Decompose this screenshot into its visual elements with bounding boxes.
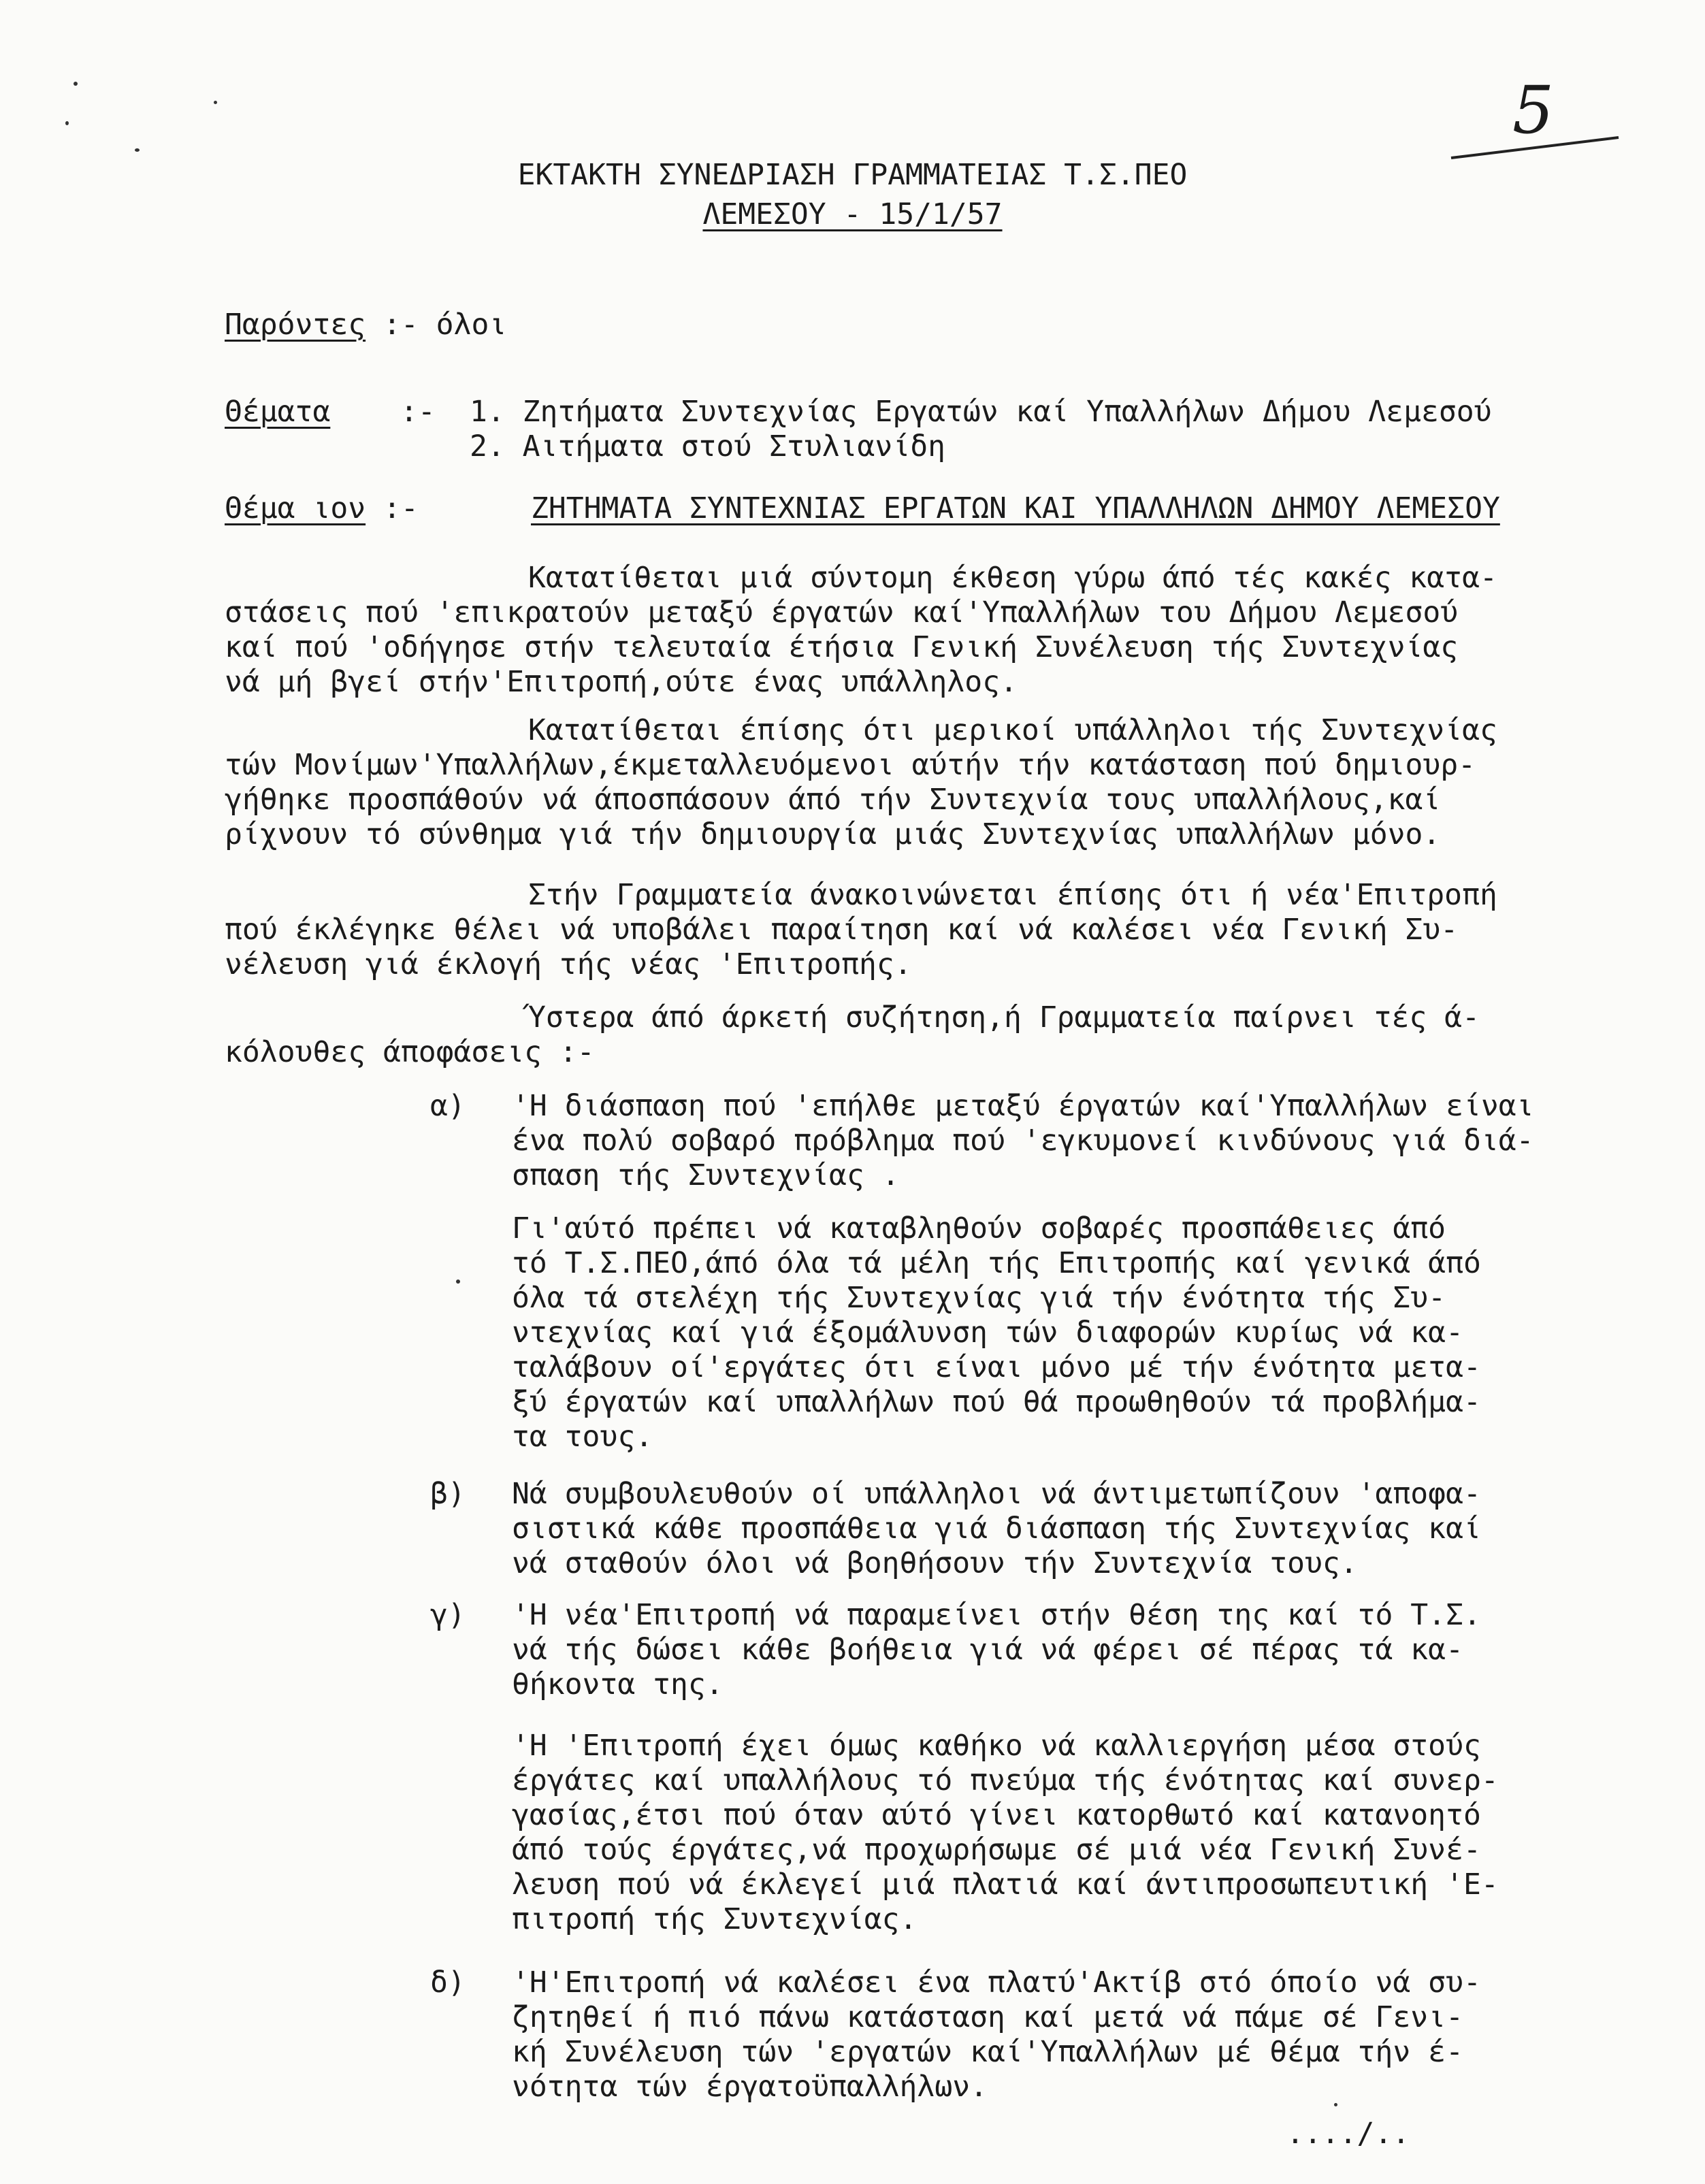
subjects-list	[470, 395, 1492, 464]
paragraph-line: Κατατίθεται έπίσης ότι μερικοί υπάλληλοι τής Συντεχνίας	[528, 713, 1497, 747]
paragraph-line: τών Μονίμων'Υπαλλήλων,έκμεταλλευόμενοι αύτήν τήν κατάσταση πού δημιουρ-	[225, 748, 1476, 782]
subject-item: 1. Ζητήματα Συντεχνίας Εργατών καί Υπαλλήλων Δήμου Λεμεσού	[470, 395, 1492, 429]
scan-speck	[456, 1280, 460, 1284]
paragraph-line: κόλουθες άποφάσεις :-	[225, 1035, 595, 1069]
present-row	[225, 308, 506, 342]
decision-line: γασίας,έτσι πού όταν αύτό γίνει κατορθωτό καί κατανοητό	[512, 1798, 1481, 1832]
paragraph	[225, 878, 1497, 982]
subjects-separator: :-	[400, 395, 436, 429]
document-title-line2-text: ΛΕΜΕΣΟΥ - 15/1/57	[702, 197, 1003, 231]
paragraph-line: ρίχνουν τό σύνθημα γιά τήν δημιουργία μιάς Συντεχνίας υπαλλήλων μόνο.	[225, 817, 1441, 851]
decision-line: νά σταθούν όλοι νά βοηθήσουν τήν Συντεχνία τους.	[512, 1546, 1358, 1580]
subjects-label: Θέματα	[225, 395, 331, 429]
decision-text	[512, 1966, 1481, 2104]
decision-line: ένα πολύ σοβαρό πρόβλημα πού 'εγκυμονεί κινδύνους γιά διά-	[512, 1124, 1534, 1158]
subject-item: 2. Αιτήματα στού Στυλιανίδη	[470, 429, 945, 463]
paragraph	[225, 561, 1497, 700]
paragraph-line: νά μή βγεί στήν'Επιτροπή,ούτε ένας υπάλληλος.	[225, 665, 1018, 699]
first-subject-separator: :-	[383, 491, 419, 525]
present-separator: :-	[383, 308, 419, 342]
scan-speck	[65, 121, 69, 125]
paragraph-line: Στήν Γραμματεία άνακοινώνεται έπίσης ότι ή νέα'Επιτροπή	[528, 878, 1497, 912]
decision-text	[512, 1729, 1499, 1937]
paragraph-line: πού έκλέγηκε θέλει νά υποβάλει παραίτηση καί νά καλέσει νέα Γενική Συ-	[225, 913, 1459, 947]
first-subject-heading: ΖΗΤΗΜΑΤΑ ΣΥΝΤΕΧΝΙΑΣ ΕΡΓΑΤΩΝ ΚΑΙ ΥΠΑΛΛΗΛΩΝ ΔΗΜΟΥ ΛΕΜΕΣΟΥ	[531, 491, 1500, 525]
decision-line: νά τής δώσει κάθε βοήθεια γιά νά φέρει σέ πέρας τά κα-	[512, 1633, 1463, 1667]
decision-line: 'Η διάσπαση πού 'επήλθε μεταξύ έργατών καί'Υπαλλήλων είναι	[512, 1089, 1534, 1123]
decision-line: Γι'αύτό πρέπει νά καταβληθούν σοβαρές προσπάθειες άπό	[512, 1211, 1446, 1245]
decision-line: τα τους.	[512, 1420, 653, 1454]
document-title-line1: ΕΚΤΑΚΤΗ ΣΥΝΕΔΡΙΑΣΗ ΓΡΑΜΜΑΤΕΙΑΣ Τ.Σ.ΠΕΟ	[517, 158, 1188, 192]
present-label: Παρόντες	[225, 308, 366, 342]
decision-text	[512, 1089, 1534, 1193]
decision-line: 'Η'Επιτροπή νά καλέσει ένα πλατύ'Ακτίβ στό όποίο νά συ-	[512, 1966, 1481, 2000]
paragraph-line: νέλευση γιά έκλογή τής νέας 'Επιτροπής.	[225, 947, 912, 981]
decision-line: Νά συμβουλευθούν οί υπάλληλοι νά άντιμετωπίζουν 'αποφα-	[512, 1477, 1481, 1511]
decision-line: ταλάβουν οί'εργάτες ότι είναι μόνο μέ τήν ένότητα μετα-	[512, 1350, 1481, 1384]
decision-line: 'Η νέα'Επιτροπή νά παραμείνει στήν θέση της καί τό Τ.Σ.	[512, 1598, 1481, 1632]
decision-marker: δ)	[430, 1966, 466, 2000]
decision-line: τό Τ.Σ.ΠΕΟ,άπό όλα τά μέλη τής Επιτροπής καί γενικά άπό	[512, 1246, 1481, 1280]
decision-line: άπό τούς έργάτες,νά προχωρήσωμε σέ μιά νέα Γενική Συνέ-	[512, 1833, 1481, 1867]
paragraph-line: καί πού 'οδήγησε στήν τελευταία έτήσια Γενική Συνέλευση τής Συντεχνίας	[225, 630, 1459, 664]
continuation-mark: ..../..	[1286, 2117, 1410, 2151]
decision-line: ντεχνίας καί γιά έξομάλυνση τών διαφορών κυρίως νά κα-	[512, 1316, 1463, 1350]
scan-speck	[214, 101, 217, 104]
paragraph	[225, 713, 1497, 852]
decision-marker: γ)	[430, 1598, 466, 1632]
decision-line: πιτροπή τής Συντεχνίας.	[512, 1902, 918, 1936]
decision-line: λευση πού νά έκλεγεί μιά πλατιά καί άντιπροσωπευτική 'Ε-	[512, 1868, 1499, 1902]
first-subject-label-group	[225, 491, 419, 526]
scan-speck	[74, 82, 78, 86]
decision-line: ξύ έργατών καί υπαλλήλων πού θά προωθηθούν τά προβλήμα-	[512, 1385, 1481, 1419]
paragraph	[225, 1000, 1480, 1070]
decision-text	[512, 1477, 1481, 1581]
subjects-label-group	[225, 395, 330, 429]
first-subject-heading-group	[531, 491, 1500, 526]
decision-line: θήκοντα της.	[512, 1667, 724, 1701]
decision-line: 'Η 'Επιτροπή έχει όμως καθήκο νά καλλιεργήση μέσα στούς	[512, 1729, 1481, 1763]
paragraph-line: Ύστερα άπό άρκετή συζήτηση,ή Γραμματεία παίρνει τές ά-	[528, 1000, 1480, 1034]
present-value: όλοι	[436, 308, 507, 342]
decision-line: έργάτες καί υπαλλήλους τό πνεύμα τής ένότητας καί συνερ-	[512, 1763, 1499, 1797]
scan-speck	[135, 148, 140, 152]
paragraph-line: Κατατίθεται μιά σύντομη έκθεση γύρω άπό τές κακές κατα-	[528, 561, 1497, 595]
decision-line: κή Συνέλευση τών 'εργατών καί'Υπαλλήλων μέ θέμα τήν έ-	[512, 2035, 1463, 2069]
first-subject-label: Θέμα ιον	[225, 491, 366, 525]
document-title-line2	[0, 197, 1705, 232]
handwritten-page-number: 5	[1512, 72, 1555, 148]
decision-line: όλα τά στελέχη τής Συντεχνίας γιά τήν ένότητα τής Συ-	[512, 1281, 1446, 1315]
decision-line: ζητηθεί ή πιό πάνω κατάσταση καί μετά νά πάμε σέ Γενι-	[512, 2000, 1463, 2034]
decision-line: νότητα τών έργατοϋπαλλήλων.	[512, 2070, 988, 2104]
decision-line: σπαση τής Συντεχνίας .	[512, 1158, 900, 1192]
paragraph-line: στάσεις πού 'επικρατούν μεταξύ έργατών καί'Υπαλλήλων του Δήμου Λεμεσού	[225, 596, 1459, 630]
paragraph-line: γήθηκε προσπάθούν νά άποσπάσουν άπό τήν Συντεχνία τους υπαλλήλους,καί	[225, 783, 1441, 817]
decision-text	[512, 1211, 1481, 1454]
decision-marker: β)	[430, 1477, 466, 1511]
decision-text	[512, 1598, 1481, 1702]
decision-marker: α)	[430, 1089, 466, 1123]
decision-line: σιστικά κάθε προσπάθεια γιά διάσπαση τής Συντεχνίας καί	[512, 1512, 1481, 1546]
